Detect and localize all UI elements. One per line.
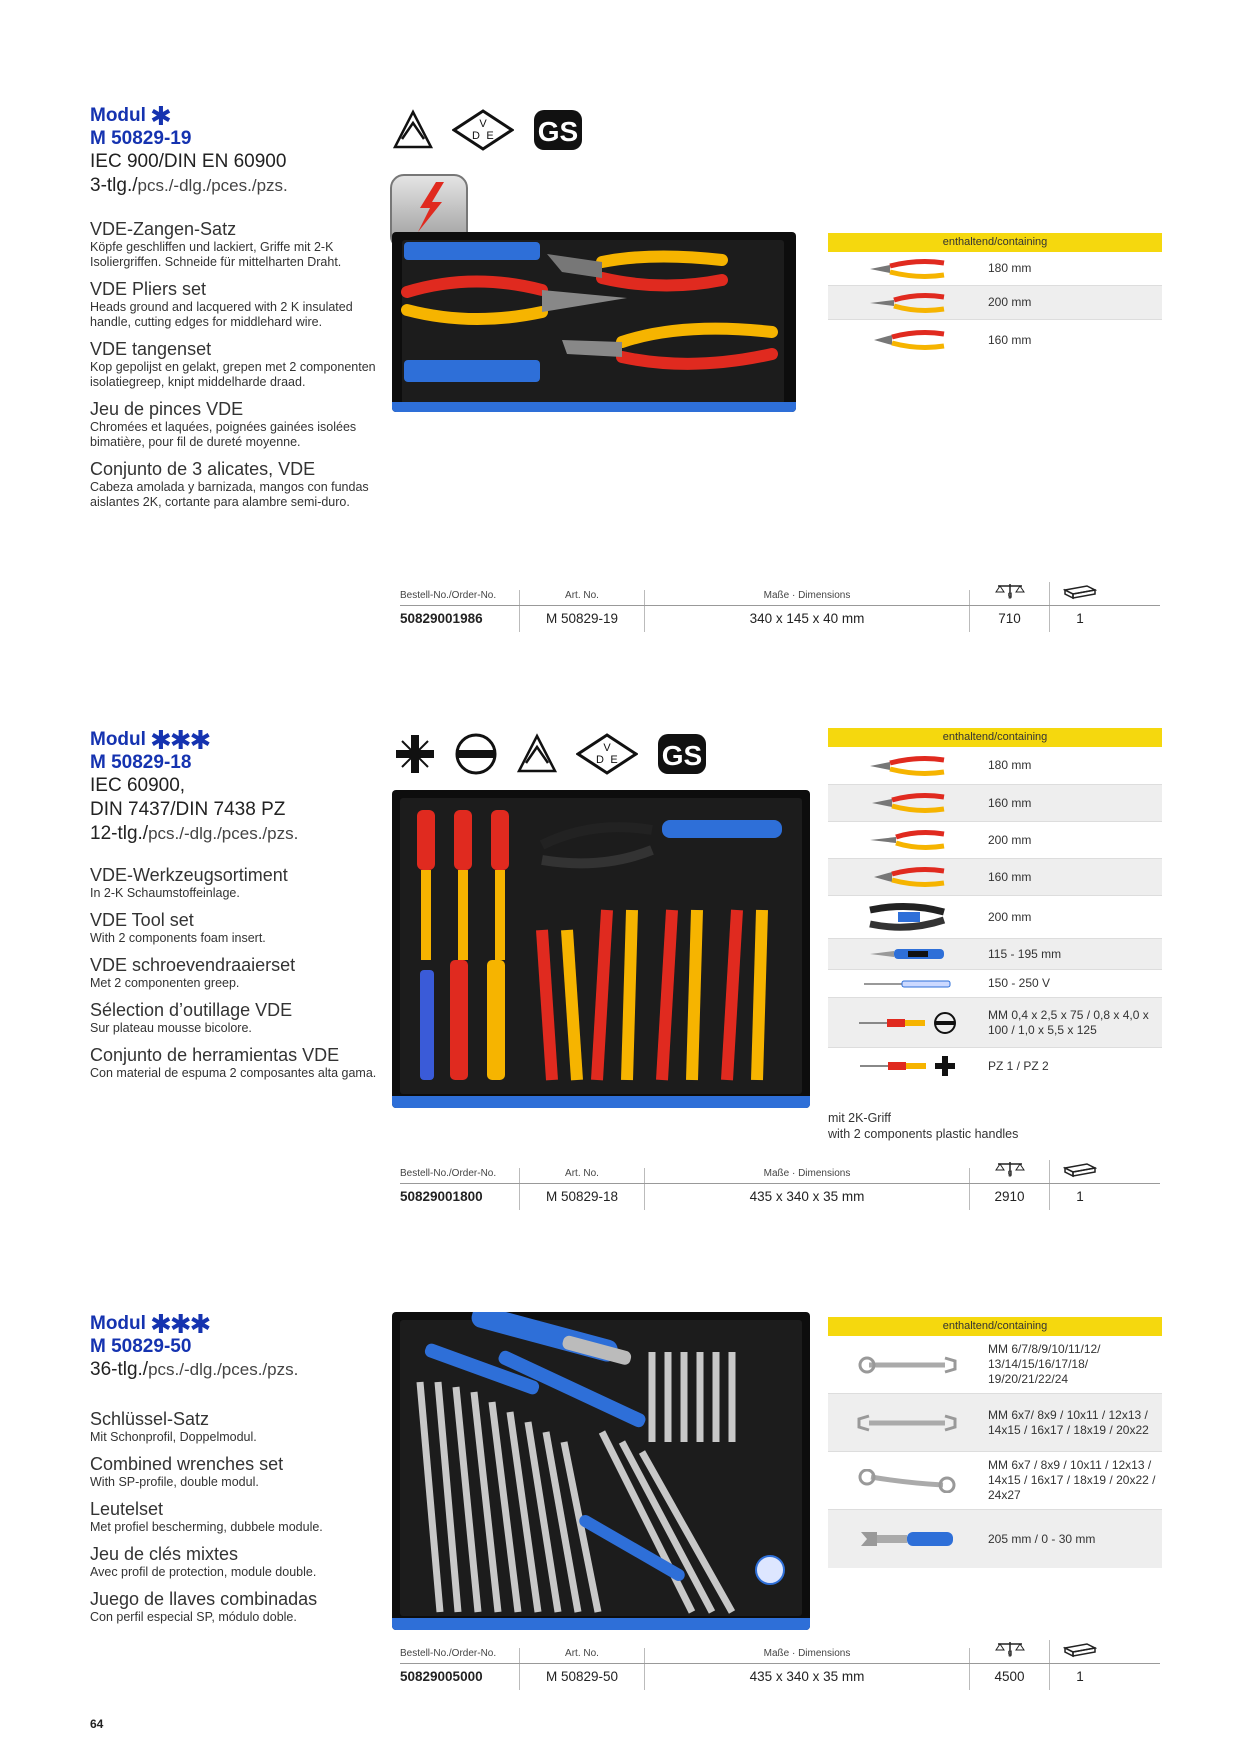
desc-text: With 2 components foam insert. — [90, 931, 266, 945]
desc-title: Jeu de clés mixtes — [90, 1544, 239, 1564]
order-table-header — [400, 1630, 1160, 1664]
piece-count — [90, 1358, 380, 1382]
desc-text: Cabeza amolada y barnizada, mangos con fundas aislantes 2K, cortante para alambre semi-duro. — [90, 480, 369, 509]
vde-tools-icon — [392, 790, 810, 1108]
modul-label-row — [90, 1308, 380, 1339]
pliers-icon — [868, 830, 946, 850]
scale-weight-icon — [995, 1160, 1025, 1178]
contents-row — [828, 998, 1162, 1048]
info-column — [90, 724, 380, 1081]
header-art-no: Art. No. — [520, 1648, 645, 1663]
weight: 4500 — [970, 1664, 1050, 1690]
svg-text:GS: GS — [537, 116, 579, 147]
weight: 2910 — [970, 1184, 1050, 1210]
header-order-no: Bestell-No./Order-No. — [400, 1168, 520, 1183]
header-dimensions: Maße · Dimensions — [645, 1168, 970, 1183]
desc-block — [90, 999, 380, 1036]
desc-block — [90, 1044, 380, 1081]
contents-row — [828, 822, 1162, 859]
handle-note-line: mit 2K-Griff — [828, 1111, 891, 1125]
contents-value: 200 mm — [988, 832, 1032, 847]
desc-title: VDE tangenset — [90, 339, 212, 359]
svg-text:D: D — [596, 754, 604, 766]
article-number: M 50829-18 — [90, 752, 192, 773]
contents-row — [828, 320, 1162, 360]
piece-count-main: 3-tlg./ — [90, 175, 138, 196]
article-number: M 50829-19 — [90, 128, 192, 149]
pack-quantity: 1 — [1076, 611, 1084, 626]
weight: 710 — [970, 606, 1050, 632]
scale-weight-icon — [995, 582, 1025, 600]
pliers-icon — [868, 259, 946, 279]
desc-text: With SP-profile, double modul. — [90, 1475, 259, 1489]
lightning-icon — [392, 180, 466, 234]
desc-title: VDE-Werkzeugsortiment — [90, 865, 288, 885]
desc-text: Avec profil de protection, module double. — [90, 1565, 317, 1579]
wrench-set-icon — [392, 1312, 810, 1630]
desc-text: Con perfil especial SP, módulo doble. — [90, 1610, 297, 1624]
contents-list — [828, 728, 1162, 1084]
handle-note — [828, 1110, 1018, 1142]
contents-header: enthaltend/containing — [828, 233, 1162, 252]
desc-title: Sélection d’outillage VDE — [90, 1000, 293, 1020]
contents-row — [828, 1510, 1162, 1568]
gs-mark-icon — [656, 732, 708, 776]
desc-title: Schlüssel-Satz — [90, 1409, 210, 1429]
header-weight — [970, 582, 1050, 605]
contents-row — [828, 747, 1162, 785]
desc-block — [90, 1453, 380, 1490]
pozidriv-screwdriver-icon — [858, 1060, 928, 1072]
desc-title: VDE-Zangen-Satz — [90, 219, 237, 239]
contents-value: 205 mm / 0 - 30 mm — [988, 1531, 1096, 1546]
contents-row — [828, 785, 1162, 822]
contents-row — [828, 252, 1162, 286]
handle-note-line: with 2 components plastic handles — [828, 1127, 1019, 1141]
contents-header: enthaltend/containing — [828, 728, 1162, 747]
info-column — [90, 1308, 380, 1625]
order-table-row — [400, 606, 1160, 632]
contents-value: MM 6/7/8/9/10/11/12/ 13/14/15/16/17/18/ 19/20/21/22/24 — [988, 1342, 1101, 1386]
svg-text:g: g — [1007, 1648, 1012, 1657]
desc-text: Con material de espuma 2 composantes alta gama. — [90, 1066, 377, 1080]
contents-row — [828, 939, 1162, 970]
header-art-no: Art. No. — [520, 1168, 645, 1183]
info-column — [90, 100, 380, 510]
piece-count-main: 12-tlg./ — [90, 823, 149, 844]
star-rating-icon: ✱✱✱ — [149, 724, 210, 755]
contents-value: 200 mm — [988, 295, 1032, 309]
contents-row — [828, 1452, 1162, 1510]
pack-quantity: 1 — [1076, 1189, 1084, 1204]
contents-row — [828, 1394, 1162, 1452]
open-end-wrench-icon — [857, 1413, 957, 1433]
header-art-no: Art. No. — [520, 590, 645, 605]
pliers-icon — [868, 793, 946, 813]
piece-count-units: pcs./-dlg./pces./pzs. — [137, 176, 288, 195]
product-image-wrench-tray — [392, 1312, 810, 1630]
piece-count — [90, 822, 380, 846]
desc-text: Köpfe geschliffen und lackiert, Griffe mit 2-K Isoliergriffen. Schneide für mittelharten Draht. — [90, 240, 342, 269]
contents-row — [828, 286, 1162, 320]
contents-value: 160 mm — [988, 332, 1032, 347]
modul-label-row — [90, 100, 380, 131]
contents-value: 160 mm — [988, 869, 1032, 884]
desc-block — [90, 218, 380, 270]
contents-value: 200 mm — [988, 909, 1032, 924]
order-table-header — [400, 572, 1160, 606]
vde-mark-icon — [576, 733, 638, 775]
pozidriv-cross-icon — [394, 733, 436, 775]
ring-wrench-icon — [857, 1469, 957, 1493]
desc-block — [90, 1543, 380, 1580]
svg-text:GS: GS — [661, 740, 703, 771]
svg-text:E: E — [486, 130, 494, 142]
header-pack — [1050, 1642, 1110, 1663]
modul-label-row — [90, 724, 380, 755]
desc-title: VDE Pliers set — [90, 279, 207, 299]
order-table-row — [400, 1664, 1160, 1690]
desc-text: Met profiel bescherming, dubbele module. — [90, 1520, 323, 1534]
desc-text: Met 2 componenten greep. — [90, 976, 240, 990]
product-image-vde-tool-tray — [392, 790, 810, 1108]
voltage-tester-icon — [862, 979, 952, 989]
desc-text: Sur plateau mousse bicolore. — [90, 1021, 252, 1035]
piece-count — [90, 174, 380, 198]
header-pack — [1050, 584, 1110, 605]
contents-value: PZ 1 / PZ 2 — [988, 1058, 1049, 1073]
vde-mark-icon — [452, 109, 514, 151]
slotted-screw-icon — [454, 732, 498, 776]
desc-block — [90, 1498, 380, 1535]
desc-block — [90, 909, 380, 946]
article-number: M 50829-50 — [90, 1336, 192, 1357]
pack-quantity: 1 — [1076, 1669, 1084, 1684]
art-number: M 50829-19 — [520, 606, 645, 632]
desc-title: VDE schroevendraaierset — [90, 955, 296, 975]
order-table — [400, 1630, 1160, 1690]
desc-text: Heads ground and lacquered with 2 K insulated handle, cutting edges for middlehard wire. — [90, 300, 353, 329]
header-order-no: Bestell-No./Order-No. — [400, 1648, 520, 1663]
contents-row — [828, 970, 1162, 998]
art-number: M 50829-18 — [520, 1184, 645, 1210]
dimensions: 435 x 340 x 35 mm — [645, 1184, 970, 1210]
product-image-pliers-tray — [392, 232, 796, 412]
order-table-row — [400, 1184, 1160, 1210]
desc-text: Chromées et laquées, poignées gainées isolées bimatière, pour fil de dureté moyenne. — [90, 420, 357, 449]
contents-value: MM 0,4 x 2,5 x 75 / 0,8 x 4,0 x 100 / 1,0 x 5,5 x 125 — [988, 1007, 1149, 1037]
desc-text: Mit Schonprofil, Doppelmodul. — [90, 1430, 257, 1444]
combination-wrench-icon — [857, 1355, 957, 1375]
standard-line: IEC 60900, — [90, 775, 186, 796]
svg-text:g: g — [1007, 1168, 1012, 1177]
desc-title: Jeu de pinces VDE — [90, 399, 244, 419]
header-order-no: Bestell-No./Order-No. — [400, 590, 520, 605]
desc-block — [90, 278, 380, 330]
contents-value: 160 mm — [988, 795, 1032, 810]
pliers-icon — [868, 293, 946, 313]
certification-icons — [394, 732, 708, 776]
pliers-tools-icon — [392, 232, 796, 412]
desc-block — [90, 398, 380, 450]
desc-text: In 2-K Schaumstoffeinlage. — [90, 886, 240, 900]
contents-list — [828, 233, 1162, 360]
insulation-triangle-icon — [516, 733, 558, 775]
desc-text: Kop gepolijst en gelakt, grepen met 2 componenten isolatiegreep, knipt middelharde draad. — [90, 360, 376, 389]
modul-label: Modul — [90, 729, 146, 750]
package-icon — [1063, 1642, 1097, 1658]
contents-value: MM 6x7 / 8x9 / 10x11 / 12x13 / 14x15 / 16x17 / 18x19 / 20x22 / 24x27 — [988, 1458, 1156, 1502]
header-dimensions: Maße · Dimensions — [645, 1648, 970, 1663]
header-weight — [970, 1640, 1050, 1663]
desc-block — [90, 458, 380, 510]
svg-text:V: V — [479, 118, 487, 130]
adjustable-wrench-icon — [857, 1526, 957, 1552]
order-number: 50829001800 — [400, 1184, 520, 1210]
desc-title: Conjunto de 3 alicates, VDE — [90, 459, 316, 479]
contents-value: 180 mm — [988, 261, 1032, 275]
scale-weight-icon — [995, 1640, 1025, 1658]
header-weight — [970, 1160, 1050, 1183]
desc-block — [90, 954, 380, 991]
wire-stripper-icon — [868, 902, 946, 932]
order-table — [400, 1150, 1160, 1210]
cable-knife-icon — [868, 946, 946, 962]
contents-value: 150 - 250 V — [988, 976, 1051, 990]
package-icon — [1063, 1162, 1097, 1178]
package-icon — [1063, 584, 1097, 600]
art-number: M 50829-50 — [520, 1664, 645, 1690]
desc-block — [90, 1588, 380, 1625]
contents-row — [828, 1336, 1162, 1394]
gs-mark-icon — [532, 108, 584, 152]
desc-title: VDE Tool set — [90, 910, 194, 930]
header-pack — [1050, 1162, 1110, 1183]
slotted-screwdriver-icon — [857, 1017, 927, 1029]
contents-list — [828, 1317, 1162, 1568]
dimensions: 340 x 145 x 40 mm — [645, 606, 970, 632]
modul-label: Modul — [90, 1313, 146, 1334]
contents-value: 115 - 195 mm — [988, 946, 1062, 961]
piece-count-main: 36-tlg./ — [90, 1359, 149, 1380]
star-rating-icon: ✱ — [149, 100, 170, 131]
pliers-icon — [868, 756, 946, 776]
svg-text:D: D — [472, 130, 480, 142]
contents-header: enthaltend/containing — [828, 1317, 1162, 1336]
order-table-header — [400, 1150, 1160, 1184]
dimensions: 435 x 340 x 35 mm — [645, 1664, 970, 1690]
contents-row — [828, 1048, 1162, 1084]
header-dimensions: Maße · Dimensions — [645, 590, 970, 605]
desc-title: Juego de llaves combinadas — [90, 1589, 318, 1609]
pliers-icon — [868, 867, 946, 887]
contents-row — [828, 859, 1162, 896]
slot-head-icon — [933, 1011, 957, 1035]
contents-row — [828, 896, 1162, 939]
desc-block — [90, 338, 380, 390]
modul-label: Modul — [90, 105, 146, 126]
standard-line: IEC 900/DIN EN 60900 — [90, 151, 287, 172]
order-number: 50829001986 — [400, 606, 520, 632]
star-rating-icon: ✱✱✱ — [149, 1308, 210, 1339]
desc-block — [90, 864, 380, 901]
order-number: 50829005000 — [400, 1664, 520, 1690]
certification-icons — [392, 108, 584, 152]
pz-cross-icon — [934, 1055, 956, 1077]
pliers-icon — [868, 330, 946, 350]
desc-block — [90, 1408, 380, 1445]
piece-count-units: pcs./-dlg./pces./pzs. — [148, 824, 299, 843]
standard-line: DIN 7437/DIN 7438 PZ — [90, 799, 286, 820]
svg-text:E: E — [610, 754, 618, 766]
piece-count-units: pcs./-dlg./pces./pzs. — [148, 1360, 299, 1379]
svg-text:g: g — [1007, 590, 1012, 599]
insulation-triangle-icon — [392, 109, 434, 151]
order-table — [400, 572, 1160, 632]
contents-value: 180 mm — [988, 758, 1032, 772]
desc-title: Conjunto de herramientas VDE — [90, 1045, 340, 1065]
desc-title: Combined wrenches set — [90, 1454, 284, 1474]
svg-text:V: V — [603, 742, 611, 754]
contents-value: MM 6x7/ 8x9 / 10x11 / 12x13 / 14x15 / 16x17 / 18x19 / 20x22 — [988, 1407, 1149, 1437]
desc-title: Leutelset — [90, 1499, 164, 1519]
page-number: 64 — [90, 1717, 104, 1731]
